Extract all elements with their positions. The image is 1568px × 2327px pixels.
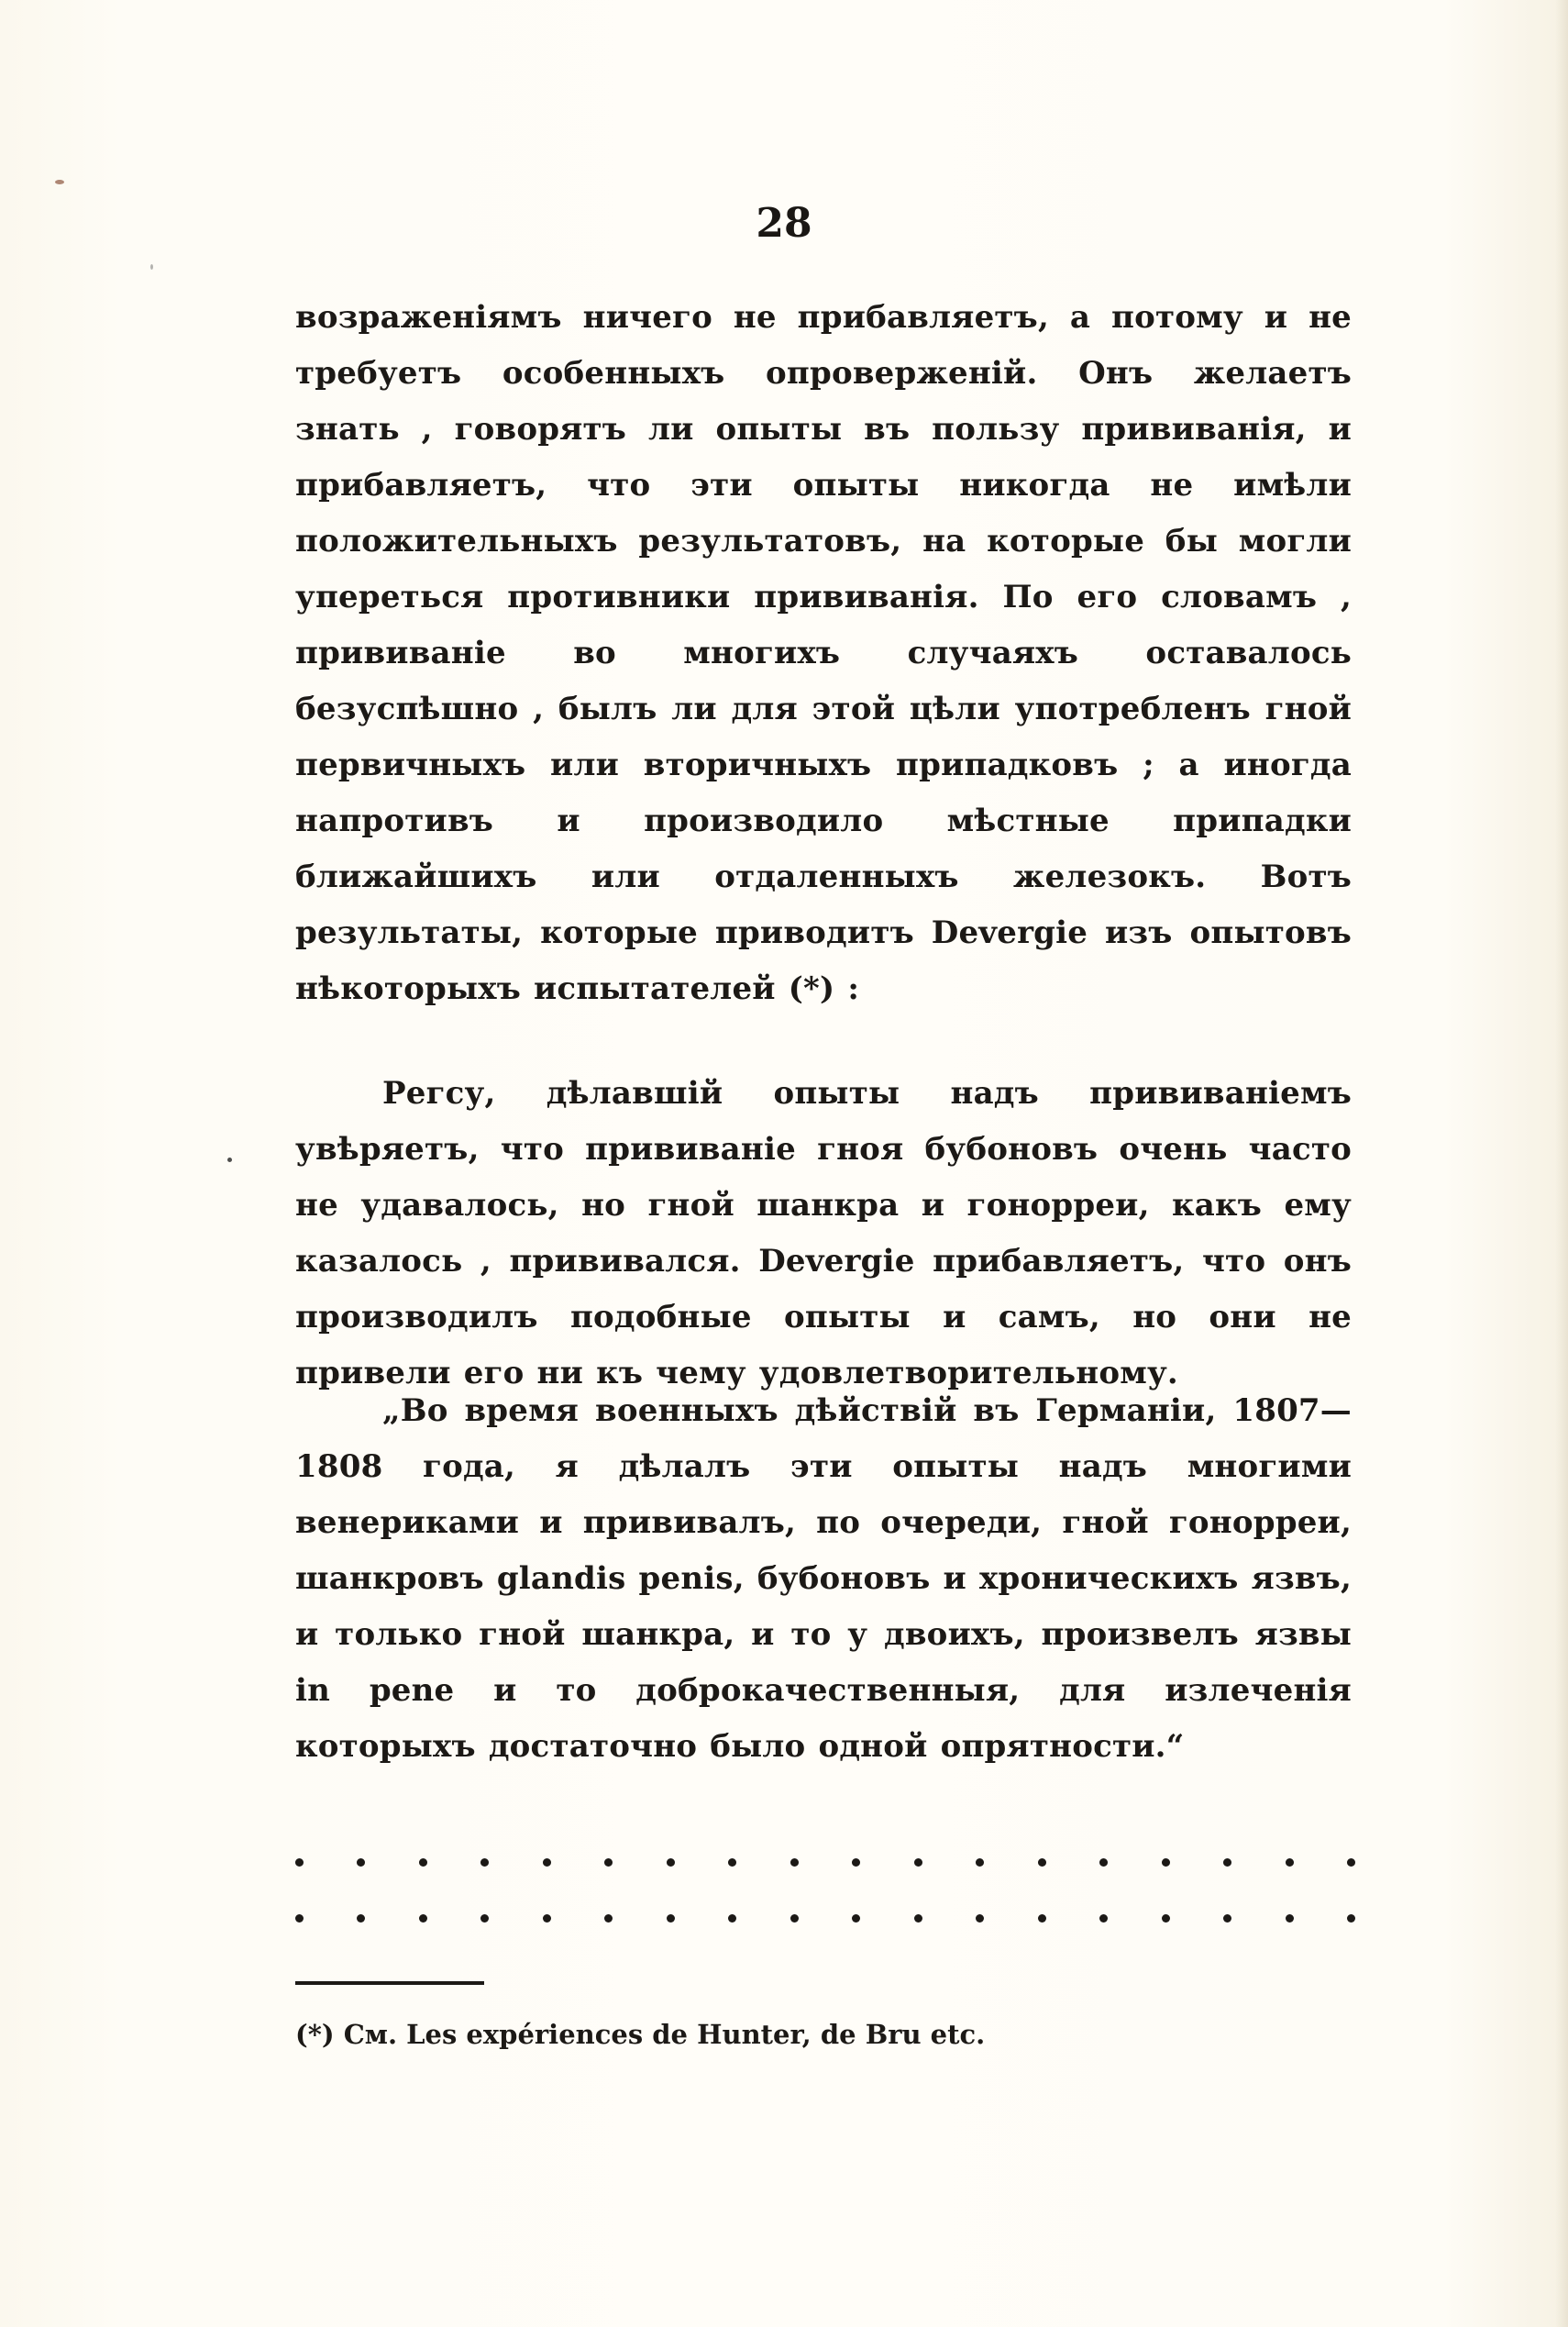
ellipsis-dot	[1286, 1914, 1294, 1923]
ellipsis-dot	[419, 1858, 427, 1867]
ellipsis-dots-row	[295, 1844, 1355, 1880]
footnote: (*) См. Les expériences de Hunter, de Bru etc.	[295, 2019, 986, 2050]
ellipsis-dot	[790, 1858, 799, 1867]
body-text	[295, 290, 1352, 1768]
ellipsis-dot	[1347, 1914, 1355, 1923]
ellipsis-dot	[419, 1914, 427, 1923]
ellipsis-dot	[1347, 1858, 1355, 1867]
paragraph-quotation: „Во время военныхъ дѣйствій въ Германіи, 1807— 1808 года, я дѣлалъ эти опыты надъ многими венериками и прививалъ, по очереди, гной гонорреи, шанкровъ glandis penis, бубоновъ и хроническихъ язвъ, и только гной шанкра, и то у двоихъ, произвелъ язвы in pene и то доброкачественныя, для излеченія которыхъ достаточно было одной опрятности.“	[295, 1392, 1352, 1765]
paper-speck	[55, 180, 64, 184]
paragraph-continued: возраженіямъ ничего не прибавляетъ, а потому и не требуетъ особенныхъ опроверженій. Онъ желаетъ знать , говорятъ ли опыты въ пользу прививанія, и прибавляетъ, что эти опыты никогда не имѣли положительныхъ результатовъ, на которые бы могли упереться противники прививанія. По его словамъ , прививаніе во многихъ случаяхъ оставалось безуспѣшно , былъ ли для этой цѣли употребленъ гной первичныхъ или вторичныхъ припадковъ ; а иногда напротивъ и производило мѣстные припадки ближайшихъ или отдаленныхъ железокъ. Вотъ результаты, которые приводитъ Devergie изъ опытовъ нѣкоторыхъ испытателей (*) :	[295, 299, 1352, 1007]
ellipsis-dot	[543, 1914, 551, 1923]
ellipsis-dot	[1223, 1914, 1231, 1923]
ellipsis-dot	[1162, 1914, 1170, 1923]
ellipsis-dot	[667, 1858, 675, 1867]
ellipsis-dot	[480, 1914, 489, 1923]
ellipsis-dot	[976, 1914, 984, 1923]
ellipsis-dot	[357, 1914, 365, 1923]
ellipsis-dot	[728, 1914, 736, 1923]
page-number: 28	[756, 200, 812, 247]
ellipsis-dot	[790, 1914, 799, 1923]
ellipsis-dot	[976, 1858, 984, 1867]
paper-speck	[227, 1158, 232, 1162]
ellipsis-dot	[852, 1914, 860, 1923]
ellipsis-dot	[295, 1858, 304, 1867]
ellipsis-dot	[604, 1858, 613, 1867]
page-edge-shadow	[1555, 0, 1568, 2327]
ellipsis-dot	[667, 1914, 675, 1923]
footnote-rule	[295, 1981, 484, 1985]
ellipsis-dot	[728, 1858, 736, 1867]
ellipsis-dot	[295, 1914, 304, 1923]
ellipsis-dot	[1038, 1914, 1046, 1923]
ellipsis-dot	[852, 1858, 860, 1867]
ellipsis-dot	[1286, 1858, 1294, 1867]
paper-speck	[150, 264, 153, 270]
ellipsis-dot	[543, 1858, 551, 1867]
ellipsis-dot	[357, 1858, 365, 1867]
ellipsis-dot	[480, 1858, 489, 1867]
ellipsis-dot	[1162, 1858, 1170, 1867]
ellipsis-dot	[1099, 1914, 1108, 1923]
ellipsis-dot	[914, 1858, 922, 1867]
ellipsis-dot	[914, 1914, 922, 1923]
ellipsis-dot	[1223, 1858, 1231, 1867]
ellipsis-dot	[1038, 1858, 1046, 1867]
ellipsis-dot	[604, 1914, 613, 1923]
ellipsis-dot	[1099, 1858, 1108, 1867]
paragraph: Регсу, дѣлавшій опыты надъ прививаніемъ увѣряетъ, что прививаніе гноя бубоновъ очень часто не удавалось, но гной шанкра и гонорреи, какъ ему казалось , прививался. Devergie прибавляетъ, что онъ производилъ подобные опыты и самъ, но они не привели его ни къ чему удовлетворительному.	[295, 1075, 1352, 1391]
ellipsis-dots-row	[295, 1900, 1355, 1936]
